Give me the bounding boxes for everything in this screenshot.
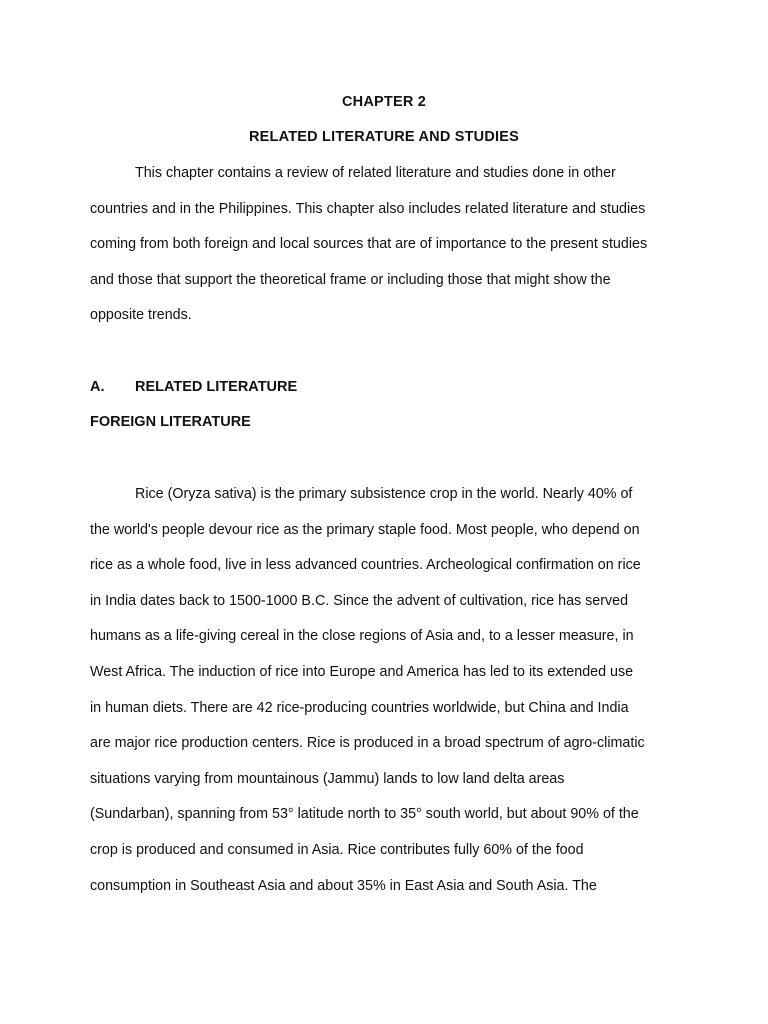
paragraph-line: rice as a whole food, live in less advanced countries. Archeological confirmation on rice	[90, 557, 641, 574]
paragraph-line: countries and in the Philippines. This chapter also includes related literature and studies	[90, 200, 646, 217]
paragraph-line: West Africa. The induction of rice into Europe and America has led to its extended use	[90, 663, 634, 680]
paragraph-line: situations varying from mountainous (Jammu) lands to low land delta areas	[90, 770, 565, 787]
paragraph-line: the world's people devour rice as the primary staple food. Most people, who depend on	[90, 521, 640, 538]
body-paragraph	[90, 477, 690, 904]
paragraph-line: and those that support the theoretical frame or including those that might show the	[90, 271, 611, 288]
paragraph-line: are major rice production centers. Rice is produced in a broad spectrum of agro-climatic	[90, 735, 645, 752]
subsection-heading-foreign-literature: FOREIGN LITERATURE	[90, 414, 251, 430]
paragraph-line: (Sundarban), spanning from 53° latitude north to 35° south world, but about 90% of the	[90, 806, 639, 823]
paragraph-line: This chapter contains a review of related literature and studies done in other	[135, 165, 616, 181]
paragraph-line: coming from both foreign and local sources that are of importance to the present studies	[90, 236, 648, 253]
paragraph-line: crop is produced and consumed in Asia. Rice contributes fully 60% of the food	[90, 841, 584, 858]
section-heading-related-literature	[90, 379, 297, 395]
paragraph-line: in human diets. There are 42 rice-producing countries worldwide, but China and India	[90, 699, 629, 716]
paragraph-line: consumption in Southeast Asia and about 35% in East Asia and South Asia. The	[90, 877, 597, 894]
paragraph-line: humans as a life-giving cereal in the close regions of Asia and, to a lesser measure, in	[90, 628, 634, 645]
paragraph-line: Rice (Oryza sativa) is the primary subsistence crop in the world. Nearly 40% of	[135, 486, 633, 502]
section-letter: A.	[90, 379, 105, 395]
section-title: RELATED LITERATURE	[135, 379, 298, 395]
paragraph-line: opposite trends.	[90, 307, 192, 324]
paragraph-line: in India dates back to 1500-1000 B.C. Since the advent of cultivation, rice has served	[90, 592, 629, 609]
intro-paragraph	[90, 156, 690, 334]
chapter-title: RELATED LITERATURE AND STUDIES	[249, 129, 519, 145]
chapter-heading: CHAPTER 2	[342, 94, 426, 110]
